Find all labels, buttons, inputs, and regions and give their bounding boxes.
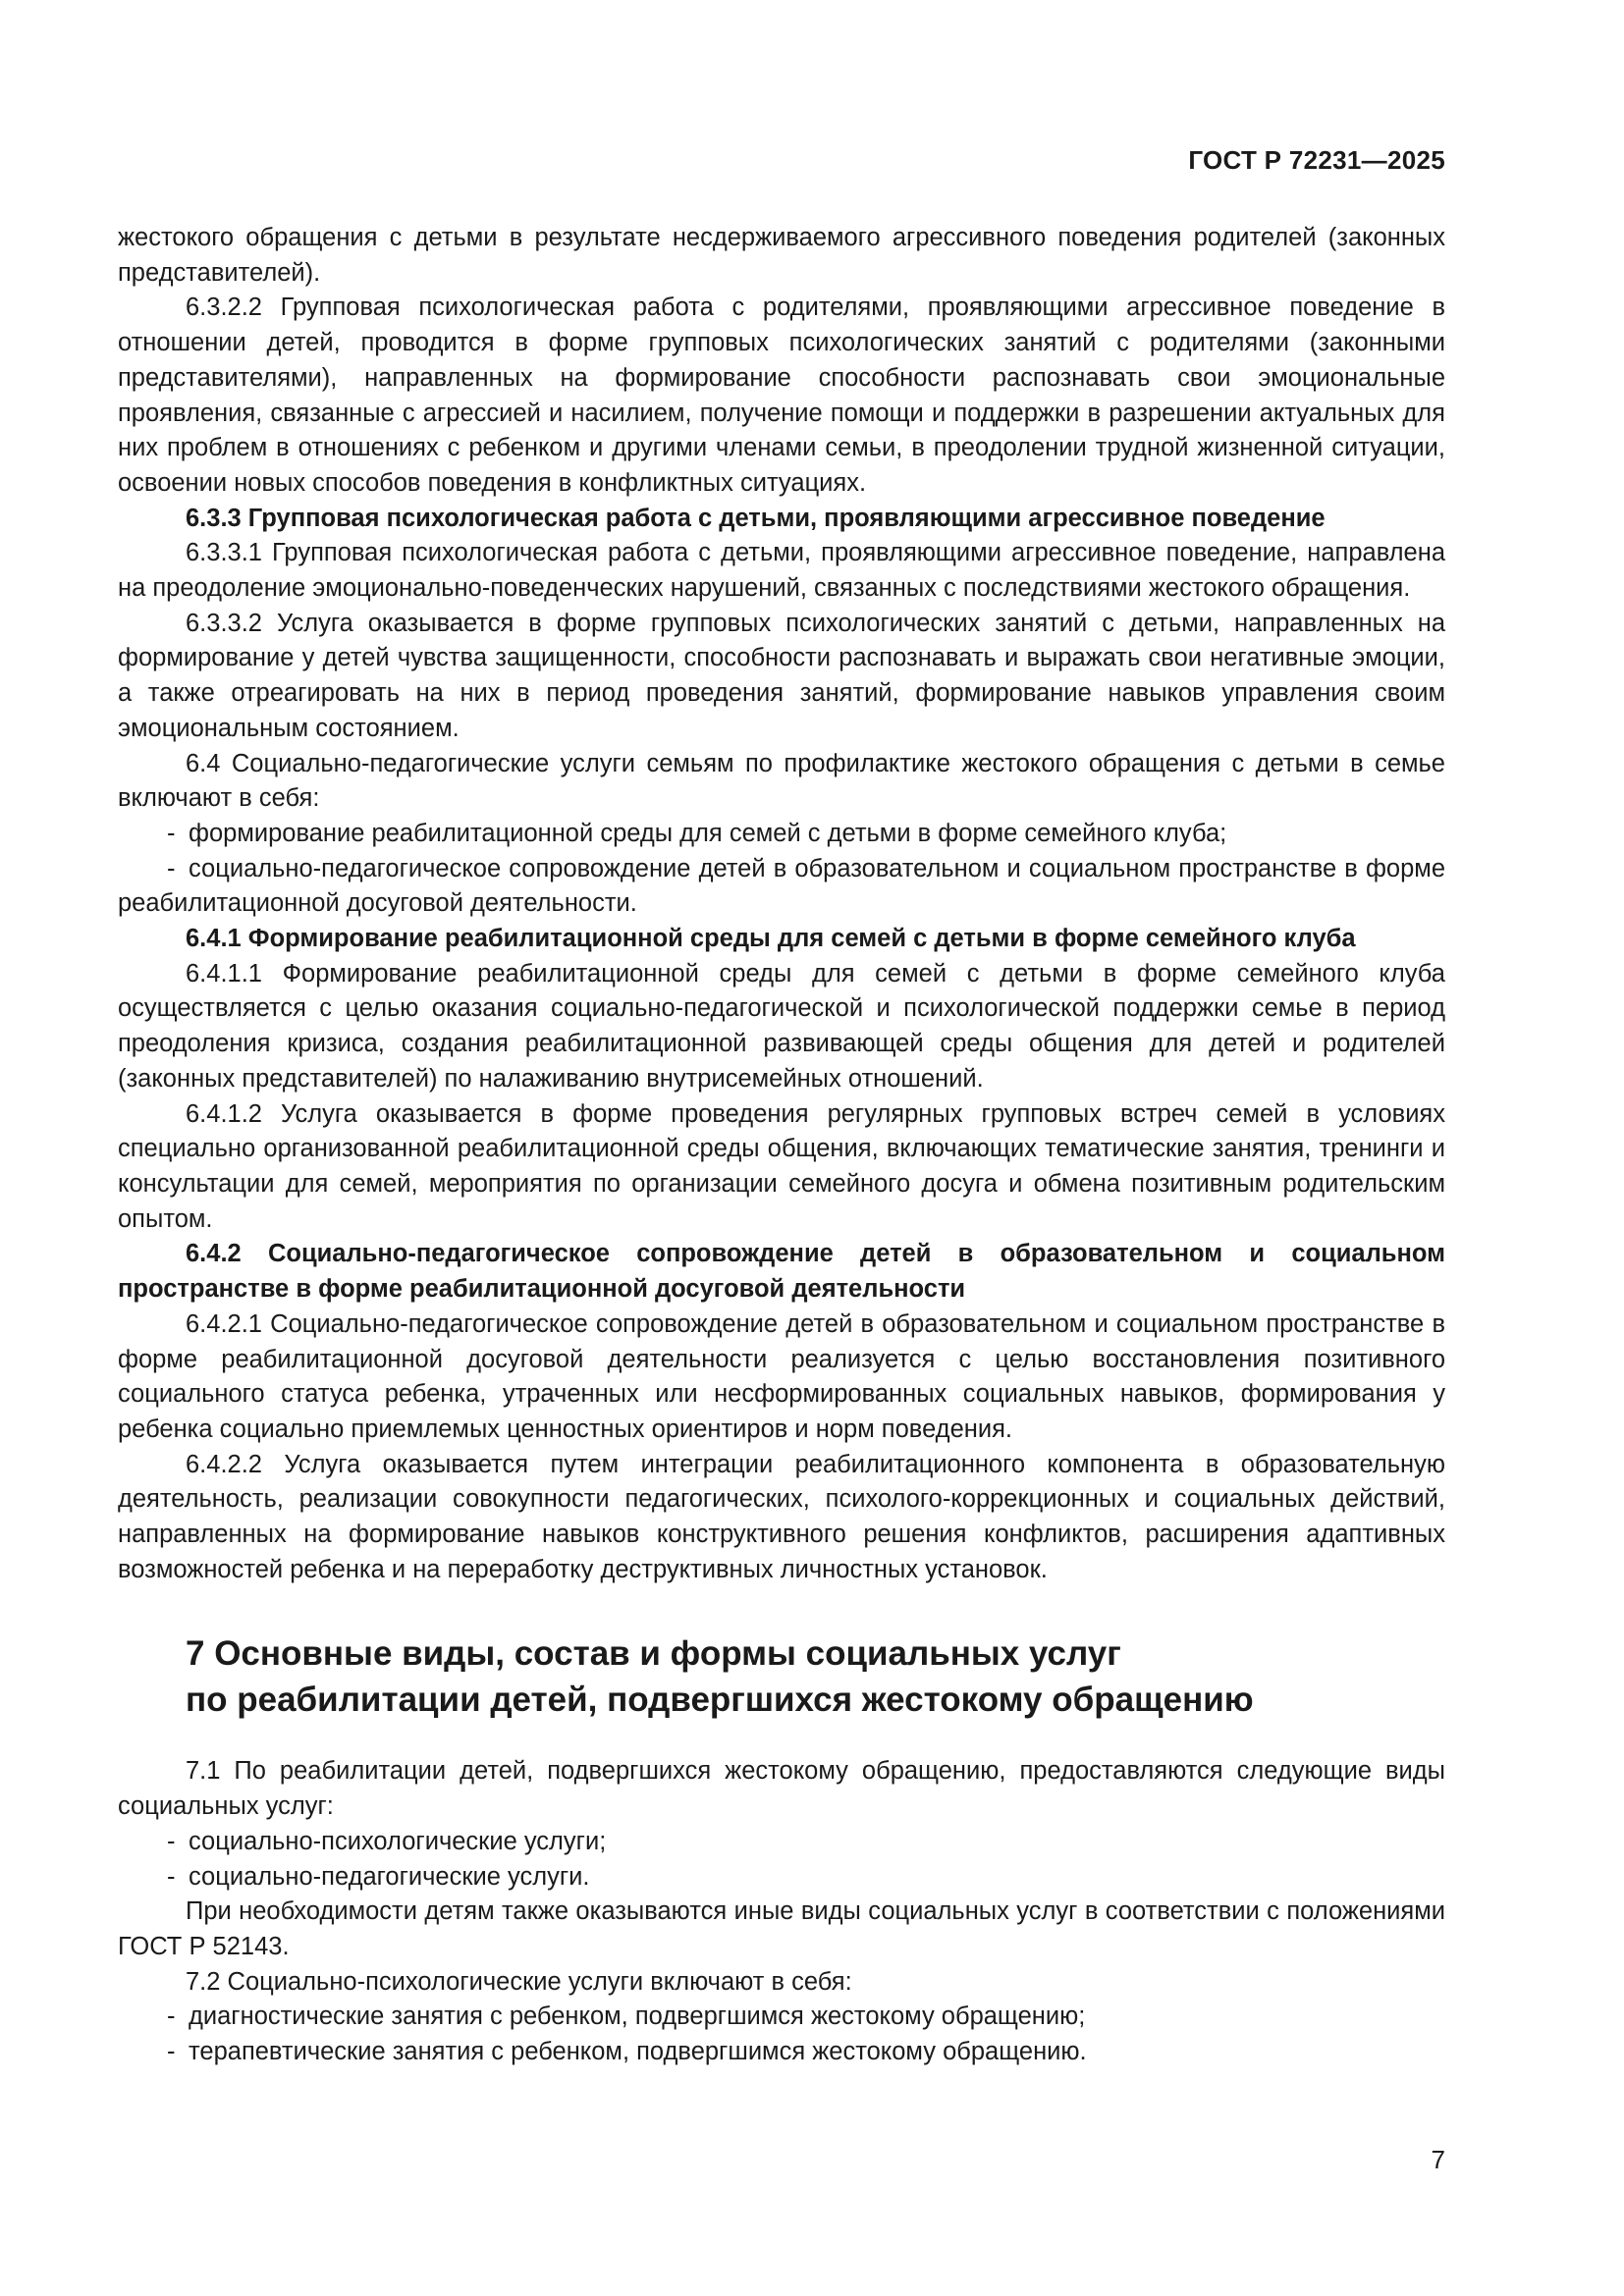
paragraph-7-2: 7.2 Социально-психологические услуги включают в себя: [186, 1967, 852, 1996]
document-body [118, 221, 1445, 2070]
paragraph-6-4-1-1: 6.4.1.1 Формирование реабилитационной среды для семей с детьми в форме семейного клуба осуществляется с целью оказания социально-педагогической и психологической поддержки семье в период преодоления кризиса, создания реабилитационной развивающей среды общения для детей и родителей (законных представителей) по налаживанию внутрисемейных отношений. [118, 959, 1445, 1093]
list-item [118, 2000, 1445, 2035]
section-7-title-line1: 7 Основные виды, состав и формы социальных услуг [186, 1634, 1121, 1674]
paragraph-6-4-1-2: 6.4.1.2 Услуга оказывается в форме проведения регулярных групповых встреч семей в условиях специально организованной реабилитационной среды общения, включающих тематические занятия, тренинги и консультации для семей, мероприятия по организации семейного досуга и обмена позитивным родительским опытом. [118, 1099, 1445, 1233]
paragraph-6-4: 6.4 Социально-педагогические услуги семьям по профилактике жестокого обращения с детьми в семье включают в себя: [118, 749, 1445, 813]
dash-marker: - [167, 2038, 176, 2066]
paragraph-6-3-3-1: 6.3.3.1 Групповая психологическая работа с детьми, проявляющими агрессивное поведение, направлена на преодоление эмоционально-поведенческих нарушений, связанных с последствиями жестокого обращения. [118, 539, 1445, 603]
list-item-text: терапевтические занятия с ребенком, подвергшимся жестокому обращению. [189, 2038, 1087, 2066]
list-item [118, 2035, 1445, 2070]
dash-marker: - [167, 854, 176, 882]
list-item [118, 1825, 1445, 1860]
paragraph-6-4-2-2: 6.4.2.2 Услуга оказывается путем интеграции реабилитационного компонента в образовательную деятельность, реализации совокупности педагогических, психолого-коррекционных и социальных действий, направленных на формирование навыков конструктивного решения конфликтов, расширения адаптивных возможностей ребенка и на переработку деструктивных личностных установок. [118, 1450, 1445, 1583]
paragraph-other-services: При необходимости детям также оказываются иные виды социальных услуг в соответствии с положениями ГОСТ Р 52143. [118, 1897, 1445, 1960]
heading-6-4-2: 6.4.2 Социально-педагогическое сопровождение детей в образовательном и социальном пространстве в форме реабилитационной досуговой деятельности [118, 1240, 1445, 1304]
paragraph: жестокого обращения с детьми в результате несдерживаемого агрессивного поведения родителей (законных представителей). [118, 224, 1445, 287]
list-item-text: диагностические занятия с ребенком, подвергшимся жестокому обращению; [189, 2002, 1086, 2031]
dash-marker: - [167, 1862, 176, 1891]
list-item [118, 852, 1445, 922]
standard-code-header: ГОСТ Р 72231—2025 [1188, 145, 1445, 175]
dash-marker: - [167, 2002, 176, 2031]
section-7-title-line2: по реабилитации детей, подвергшихся жестокому обращению [186, 1681, 1254, 1720]
paragraph-6-3-3-2: 6.3.3.2 Услуга оказывается в форме групповых психологических занятий с детьми, направленных на формирование у детей чувства защищенности, способности распознавать и выражать свои негативные эмоции, а также отреагировать на них в период проведения занятий, формирование навыков управления своим эмоциональным состоянием. [118, 609, 1445, 742]
heading-6-3-3: 6.3.3 Групповая психологическая работа с детьми, проявляющими агрессивное поведение [186, 504, 1326, 532]
list-item [118, 1860, 1445, 1896]
list-item [118, 817, 1445, 852]
page-number: 7 [1431, 2145, 1445, 2174]
list-item-text: социально-педагогические услуги. [189, 1862, 590, 1891]
heading-6-4-1: 6.4.1 Формирование реабилитационной среды для семей с детьми в форме семейного клуба [186, 925, 1356, 953]
dash-marker: - [167, 819, 176, 847]
list-item-text: формирование реабилитационной среды для семей с детьми в форме семейного клуба; [189, 819, 1227, 847]
dash-marker: - [167, 1827, 176, 1855]
section-7-title [186, 1630, 1445, 1723]
paragraph-6-3-2-2: 6.3.2.2 Групповая психологическая работа с родителями, проявляющими агрессивное поведение в отношении детей, проводится в форме групповых психологических занятий с родителями (законными представителями), направленных на формирование способности распознавать свои эмоциональные проявления, связанные с агрессией и насилием, получение помощи и поддержки в разрешении актуальных для них проблем в отношениях с ребенком и другими членами семьи, в преодолении трудной жизненной ситуации, освоении новых способов поведения в конфликтных ситуациях. [118, 294, 1445, 497]
paragraph-6-4-2-1: 6.4.2.1 Социально-педагогическое сопровождение детей в образовательном и социальном пространстве в форме реабилитационной досуговой деятельности реализуется с целью восстановления позитивного социального статуса ребенка, утраченных или несформированных социальных навыков, формирования у ребенка социально приемлемых ценностных ориентиров и норм поведения. [118, 1309, 1445, 1443]
paragraph-7-1: 7.1 По реабилитации детей, подвергшихся жестокому обращению, предоставляются следующие виды социальных услуг: [118, 1757, 1445, 1821]
list-item-text: социально-психологические услуги; [189, 1827, 607, 1855]
list-item-text: социально-педагогическое сопровождение детей в образовательном и социальном пространстве в форме реабилитационной досуговой деятельности. [118, 854, 1445, 918]
